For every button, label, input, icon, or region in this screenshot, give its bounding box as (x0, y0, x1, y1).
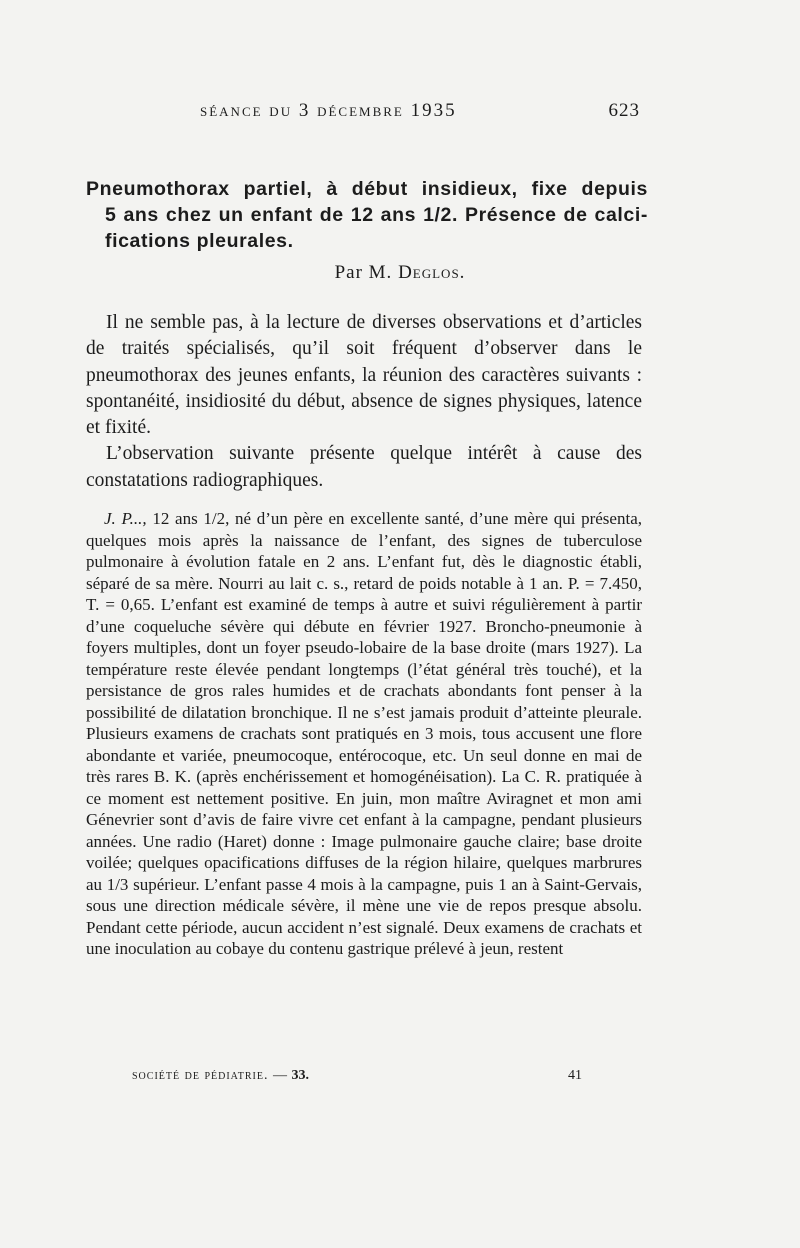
running-title: séance du 3 décembre 1935 (200, 100, 457, 121)
intro-paragraph-2: L’observation suivante présente quelque intérêt à cause des constatations radiographiques. (86, 443, 642, 491)
society-name: société de pédiatrie. — (132, 1068, 288, 1083)
title-line-2: 5 ans chez un enfant de 12 ans 1/2. Présence de calci- (105, 204, 648, 226)
case-report (86, 508, 642, 960)
patient-initials: J. P..., (104, 509, 147, 528)
title-line-3: fications pleurales. (105, 230, 294, 252)
author-prefix: Par M. (334, 262, 393, 283)
title-line-1: Pneumothorax partiel, à début insidieux, fixe depuis (86, 178, 648, 200)
signature-mark: 33. (291, 1068, 309, 1083)
case-text: 12 ans 1/2, né d’un père en excellente santé, d’une mère qui présenta, quelques mois après la naissance de l’enfant, des signes de tuberculose pulmonaire à évolution fatale en 2 ans. L’enfant fut, dès le diagnostic établi, séparé de sa mère. Nourri au lait c. s., retard de poids notable à 1 an. P. = 7.450, T. = 0,65. L’enfant est examiné de temps à autre et suivi régulièrement à partir d’une coqueluche sévère qui débute en février 1927. Broncho-pneumonie à foyers multiples, dont un foyer pseudo-lobaire de la base droite (mars 1927). La température reste élevée pendant longtemps (l’état général très touché), et la persistance de gros rales humides et de crachats abondants font penser à la possibilité de dilatation bronchique. Il ne s’est jamais produit d’atteinte pleurale. Plusieurs examens de crachats sont pratiqués en 3 mois, tous accusent une flore abondante et variée, pneumocoque, entérocoque, etc. Un seul donne en mai de très rares B. K. (après enchérissement et homogénéisation). La C. R. pratiquée à ce moment est nettement positive. En juin, mon maître Aviragnet et mon ami Génevrier sont d’avis de faire vivre cet enfant à la campagne, pendant plusieurs années. Une radio (Haret) donne : Image pulmonaire gauche claire; base droite voilée; quelques opacifications diffuses de la région hilaire, quelques marbrures au 1/3 supérieur. L’enfant passe 4 mois à la campagne, puis 1 an à Saint-Gervais, sous une direction médicale sévère, il mène une vie de repos presque absolu. Pendant cette période, aucun accident n’est signalé. Deux examens de crachats et une inoculation au cobaye du contenu gastrique prélevé à jeun, restent (86, 509, 642, 958)
article-title (86, 176, 648, 254)
intro-paragraph-1: Il ne semble pas, à la lecture de diverses observations et d’articles de traités spécialisés, qu’il soit fréquent d’observer dans le pneumothorax des jeunes enfants, la réunion des caractères suivants : spontanéité, insidiosité du début, absence de signes physiques, latence et fixité. (86, 312, 642, 439)
footer-society (132, 1068, 309, 1084)
running-header (200, 100, 640, 122)
author-line (0, 262, 800, 284)
page-number: 623 (608, 100, 640, 121)
page-footer (132, 1068, 582, 1084)
introduction (86, 310, 642, 494)
author-name: Deglos. (398, 262, 466, 283)
case-paragraph (86, 508, 642, 960)
footer-folio: 41 (568, 1068, 582, 1083)
